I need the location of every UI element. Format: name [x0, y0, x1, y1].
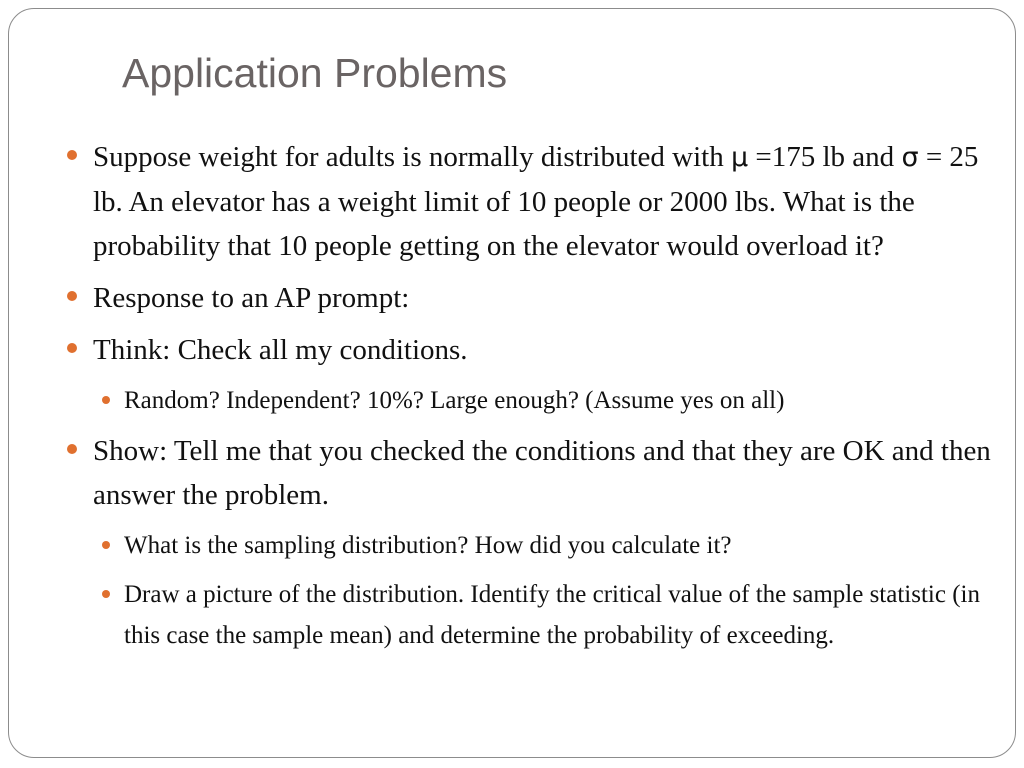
bullet-show: Show: Tell me that you checked the conditions and that they are OK and then answer the problem. — [65, 429, 1005, 517]
bullet-ap-prompt: Response to an AP prompt: — [65, 276, 1005, 320]
bullet-text-part: Suppose weight for adults is normally distributed with — [93, 141, 731, 173]
sub-bullet-draw-picture: Draw a picture of the distribution. Identify the critical value of the sample statistic (in this case the sample mean) and determine the probability of exceeding. — [101, 574, 1005, 656]
bullet-think: Think: Check all my conditions. — [65, 328, 1005, 372]
bullet-text-part: =175 lb and — [748, 141, 902, 173]
sigma-symbol: σ — [901, 142, 919, 173]
slide-frame — [8, 8, 1016, 758]
bullet-text-part: = 25 lb. An elevator has a weight limit of 10 people or 2000 lbs. What is the probability that 10 people getting on the elevator would overload it? — [93, 141, 979, 262]
slide-title: Application Problems — [122, 50, 508, 96]
sub-bullet-sampling-distribution: What is the sampling distribution? How did you calculate it? — [101, 525, 1005, 566]
slide-content — [65, 135, 1005, 664]
mu-symbol: μ — [730, 142, 749, 173]
sub-bullet-conditions: Random? Independent? 10%? Large enough? (Assume yes on all) — [101, 380, 1005, 421]
bullet-problem-statement — [65, 135, 1005, 268]
